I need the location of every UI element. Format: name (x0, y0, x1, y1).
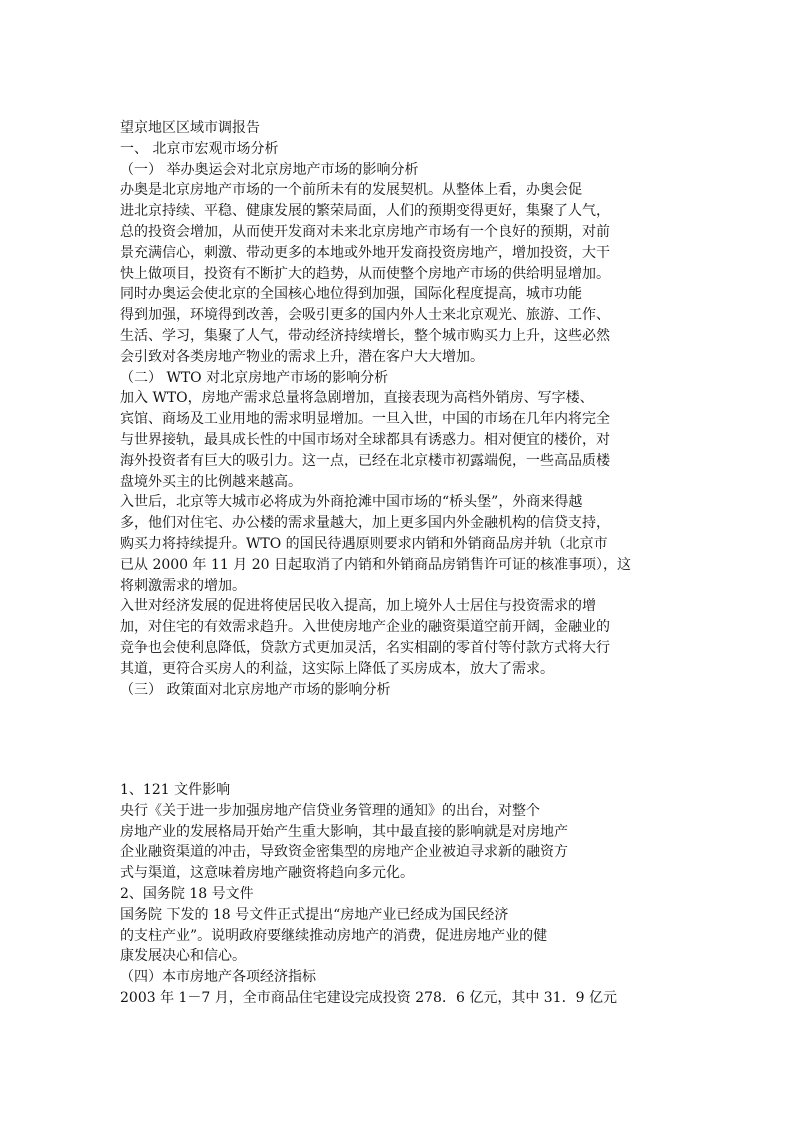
text-line: 竞争也会使利息降低，贷款方式更加灵活，名实相副的零首付等付款方式将大行 (120, 639, 610, 656)
text-line: 入世后，北京等大城市必将成为外商抢滩中国市场的“桥头堡”，外商来得越 (120, 494, 583, 511)
document-page-lower-text (120, 780, 617, 1009)
text-line: 进北京持续、平稳、健康发展的繁荣局面，人们的预期变得更好，集聚了人气， (120, 203, 610, 220)
text-line: 房地产业的发展格局开始产生重大影响，其中最直接的影响就是对房地产 (120, 823, 568, 840)
text-line: 入世对经济发展的促进将使居民收入提高，加上境外人士居住与投资需求的增 (120, 598, 596, 615)
text-line: 企业融资渠道的冲击，导致资金密集型的房地产企业被迫寻求新的融资方 (120, 844, 568, 861)
text-line: 加入 WTO，房地产需求总量将急剧增加，直接表现为高档外销房、写字楼、 (120, 390, 594, 407)
text-line: 的支柱产业”。说明政府要继续推动房地产的消费，促进房地产业的健 (120, 927, 548, 944)
text-line: 得到加强，环境得到改善，会吸引更多的国内外人士来北京观光、旅游、工作、 (120, 307, 610, 324)
text-line: 2003 年 1－7 月，全市商品住宅建设完成投资 278．6 亿元，其中 31．9 亿元 (120, 989, 617, 1006)
text-line: 总的投资会增加，从而使开发商对未来北京房地产市场有一个良好的预期，对前 (120, 223, 610, 240)
document-page-upper-text (120, 118, 631, 700)
text-line: 与世界接轨，最具成长性的中国市场对全球都具有诱惑力。相对便宜的楼价，对 (120, 431, 610, 448)
text-line: 快上做项目，投资有不断扩大的趋势，从而使整个房地产市场的供给明显增加。 (120, 265, 610, 282)
text-line: 式与渠道，这意味着房地产融资将趋向多元化。 (120, 865, 414, 882)
text-line: 会引致对各类房地产物业的需求上升，潜在客户大大增加。 (120, 348, 484, 365)
text-line: 已从 2000 年 11 月 20 日起取消了内销和外销商品房销售许可证的核准事项），这 (120, 556, 631, 573)
text-line: 景充满信心，刺激、带动更多的本地或外地开发商投资房地产，增加投资，大干 (120, 244, 610, 261)
text-line: 国务院 下发的 18 号文件正式提出“房地产业已经成为国民经济 (120, 906, 509, 923)
text-line: 将刺激需求的增加。 (120, 577, 246, 594)
text-line: 望京地区区域市调报告 (120, 120, 260, 136)
text-line: 盘境外买主的比例越来越高。 (120, 473, 302, 490)
text-line: 生活、学习，集聚了人气，带动经济持续增长，整个城市购买力上升，这些必然 (120, 327, 610, 344)
text-line: 一、 北京市宏观市场分析 (120, 140, 279, 157)
text-line: 海外投资者有巨大的吸引力。这一点，已经在北京楼市初露端倪，一些高品质楼 (120, 452, 610, 469)
text-line: 宾馆、商场及工业用地的需求明显增加。一旦入世，中国的市场在几年内将完全 (120, 411, 610, 428)
text-line: （四）本市房地产各项经济指标 (120, 969, 316, 986)
text-line: （二） WTO 对北京房地产市场的影响分析 (120, 369, 389, 386)
text-line: 央行《关于进一步加强房地产信贷业务管理的通知》的出台，对整个 (120, 802, 540, 819)
text-line: 同时办奥运会使北京的全国核心地位得到加强，国际化程度提高，城市功能 (120, 286, 582, 303)
text-line: （三） 政策面对北京房地产市场的影响分析 (120, 681, 391, 698)
text-line: 1、121 文件影响 (120, 782, 231, 798)
text-line: 2、国务院 18 号文件 (120, 885, 254, 902)
text-line: 加，对住宅的有效需求趋升。入世使房地产企业的融资渠道空前开阔，金融业的 (120, 619, 610, 636)
text-line: 多，他们对住宅、办公楼的需求量越大，加上更多国内外金融机构的信贷支持， (120, 515, 610, 532)
text-line: （一） 举办奥运会对北京房地产市场的影响分析 (120, 161, 419, 178)
text-line: 其道，更符合买房人的利益，这实际上降低了买房成本，放大了需求。 (120, 660, 554, 677)
text-line: 康发展决心和信心。 (120, 948, 246, 965)
text-line: 办奥是北京房地产市场的一个前所未有的发展契机。从整体上看，办奥会促 (120, 182, 582, 199)
text-line: 购买力将持续提升。WTO 的国民待遇原则要求内销和外销商品房并轨（北京市 (120, 535, 608, 552)
